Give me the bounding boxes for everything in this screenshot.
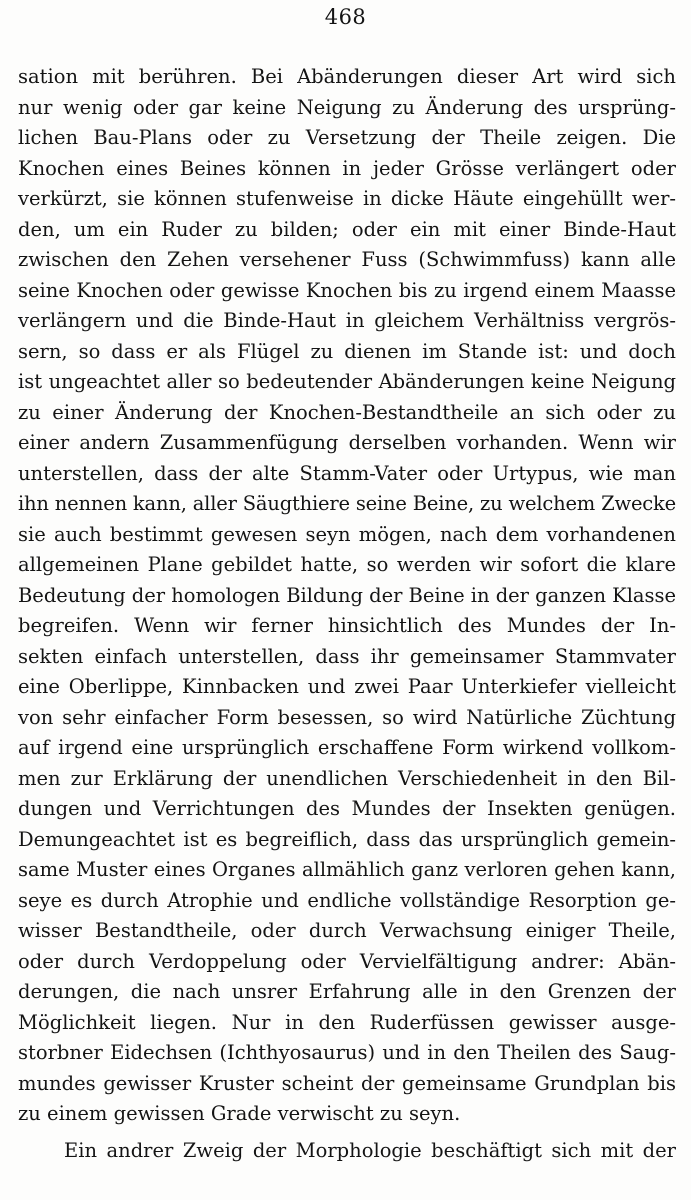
text-line: einer andern Zusammenfügung derselben vorhanden. Wenn wir (18, 431, 676, 454)
text-line: zu einem gewissen Grade verwischt zu seyn. (18, 1102, 461, 1125)
text-line: mundes gewisser Kruster scheint der gemeinsame Grundplan bis (18, 1071, 676, 1095)
text-line: Möglichkeit liegen. Nur in den Ruderfüssen gewisser ausge- (18, 1010, 676, 1034)
text-line: same Muster eines Organes allmählich ganz verloren gehen kann, (18, 858, 676, 881)
text-line: sation mit berühren. Bei Abänderungen dieser Art wird sich (18, 65, 676, 88)
text-line: sekten einfach unterstellen, dass ihr gemeinsamer Stammvater (18, 644, 676, 668)
text-line: wisser Bestandtheile, oder durch Verwachsung einiger Theile, (18, 919, 676, 942)
text-line: Demungeachtet ist es begreiflich, dass das ursprünglich gemein- (18, 827, 676, 851)
paragraph (18, 62, 676, 1130)
text-line: oder durch Verdoppelung oder Vervielfältigung andrer: Abän- (18, 949, 676, 973)
paragraph (18, 1136, 676, 1167)
text-line: ist ungeachtet aller so bedeutender Abänderungen keine Neigung (18, 370, 676, 393)
text-line: zwischen den Zehen versehener Fuss (Schwimmfuss) kann alle (18, 248, 676, 271)
text-line: verkürzt, sie können stufenweise in dicke Häute eingehüllt wer- (18, 187, 676, 210)
text-line: Bedeutung der homologen Bildung der Beine in der ganzen Klasse (18, 583, 676, 607)
text-line: Knochen eines Beines können in jeder Grösse verlängert oder (18, 156, 676, 180)
text-line: Ein andrer Zweig der Morphologie beschäftigt sich mit der (64, 1138, 676, 1162)
text-line: auf irgend eine ursprünglich erschaffene Form wirkend vollkom- (18, 736, 676, 759)
text-line: allgemeinen Plane gebildet hatte, so werden wir sofort die klare (18, 553, 676, 576)
page-number: 468 (324, 5, 367, 29)
text-line: den, um ein Ruder zu bilden; oder ein mit einer Binde-Haut (18, 217, 676, 241)
text-line: begreifen. Wenn wir ferner hinsichtlich des Mundes der In- (18, 614, 676, 637)
text-line: storbner Eidechsen (Ichthyosaurus) und in den Theilen des Saug- (18, 1041, 676, 1064)
text-line: dungen und Verrichtungen des Mundes der Insekten genügen. (18, 797, 676, 820)
text-line: von sehr einfacher Form besessen, so wird Natürliche Züchtung (18, 705, 676, 729)
text-line: seye es durch Atrophie und endliche vollständige Resorption ge- (18, 888, 676, 912)
text-line: ihn nennen kann, aller Säugthiere seine Beine, zu welchem Zwecke (18, 492, 676, 515)
text-line: sern, so dass er als Flügel zu dienen im Stande ist: und doch (18, 339, 676, 363)
text-line: verlängern und die Binde-Haut in gleichem Verhältniss vergrös- (18, 309, 676, 332)
text-line: lichen Bau-Plans oder zu Versetzung der Theile zeigen. Die (18, 126, 676, 149)
text-line: men zur Erklärung der unendlichen Verschiedenheit in den Bil- (18, 766, 676, 790)
text-line: zu einer Änderung der Knochen-Bestandtheile an sich oder zu (18, 400, 676, 424)
text-line: eine Oberlippe, Kinnbacken und zwei Paar Unterkiefer vielleicht (18, 675, 676, 698)
text-line: derungen, die nach unsrer Erfahrung alle in den Grenzen der (18, 980, 676, 1003)
text-line: sie auch bestimmt gewesen seyn mögen, nach dem vorhandenen (18, 522, 676, 546)
text-line: nur wenig oder gar keine Neigung zu Änderung des ursprüng- (18, 95, 676, 119)
text-line: seine Knochen oder gewisse Knochen bis zu irgend einem Maasse (18, 278, 676, 302)
text-line: unterstellen, dass der alte Stamm-Vater oder Urtypus, wie man (18, 461, 676, 485)
body-text (18, 62, 676, 1166)
